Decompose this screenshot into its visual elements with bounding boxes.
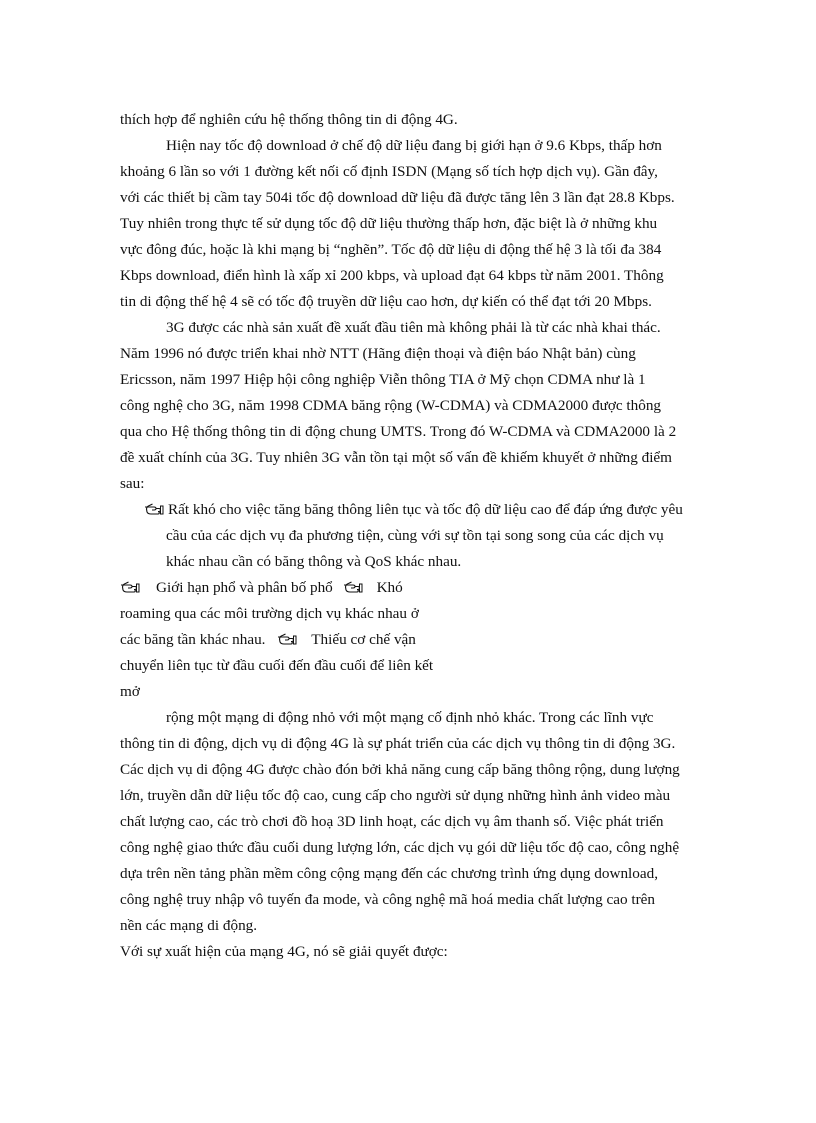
text-line: Với sự xuất hiện của mạng 4G, nó sẽ giải quyết được: <box>120 943 448 960</box>
text-line: chuyển liên tục từ đầu cuối đến đầu cuối để liên kết <box>120 657 434 674</box>
pointing-hand-icon <box>144 502 164 516</box>
text-line: tin di động thế hệ 4 sẽ có tốc độ truyền dữ liệu cao hơn, dự kiến có thể đạt tới 20 Mbps. <box>120 293 652 310</box>
text-line: roaming qua các môi trường dịch vụ khác nhau ở <box>120 605 419 622</box>
bullet-text: Thiếu cơ chế vận <box>311 631 416 648</box>
text-line: Năm 1996 nó được triển khai nhờ NTT (Hãng điện thoại và điện báo Nhật bản) cùng <box>120 345 636 362</box>
pointing-hand-icon <box>120 580 140 594</box>
text-line: khác nhau cần có băng thông và QoS khác nhau. <box>166 553 462 570</box>
text-line: Kbps download, điển hình là xấp xỉ 200 kbps, và upload đạt 64 kbps từ năm 2001. Thông <box>120 267 664 284</box>
text-line: Tuy nhiên trong thực tế sử dụng tốc độ dữ liệu thường thấp hơn, đặc biệt là ở những khu <box>120 215 658 232</box>
text-line: vực đông đúc, hoặc là khi mạng bị “nghẽn”. Tốc độ dữ liệu di động thế hệ 3 là tối đa 384 <box>120 241 662 258</box>
text-line: Ericsson, năm 1997 Hiệp hội công nghiệp Viễn thông TIA ở Mỹ chọn CDMA như là 1 <box>120 371 646 388</box>
text-line: qua cho Hệ thống thông tin di động chung UMTS. Trong đó W-CDMA và CDMA2000 là 2 <box>120 423 677 440</box>
bullet-item <box>144 500 683 520</box>
bullet-item <box>120 578 403 598</box>
text-line: mở <box>120 683 140 700</box>
text-line: công nghệ cho 3G, năm 1998 CDMA băng rộng (W-CDMA) và CDMA2000 được thông <box>120 397 662 414</box>
pointing-hand-icon <box>343 580 363 594</box>
text-line: 3G được các nhà sản xuất đề xuất đầu tiên mà không phải là từ các nhà khai thác. <box>166 319 661 336</box>
text-line: rộng một mạng di động nhỏ với một mạng cố định nhỏ khác. Trong các lĩnh vực <box>166 709 654 726</box>
text-line: dựa trên nền tảng phần mềm công cộng mạng đến các chương trình ứng dụng download, <box>120 865 658 882</box>
text-line: thông tin di động, dịch vụ di động 4G là sự phát triển của các dịch vụ thông tin di động 3G. <box>120 735 676 752</box>
text-line: với các thiết bị cầm tay 504i tốc độ download dữ liệu đã được tăng lên 3 lần đạt 28.8 Kbps. <box>120 189 675 206</box>
text-line: công nghệ truy nhập vô tuyến đa mode, và công nghệ mã hoá media chất lượng cao trên <box>120 891 656 908</box>
text-line: khoảng 6 lần so với 1 đường kết nối cố định ISDN (Mạng số tích hợp dịch vụ). Gần đây, <box>120 163 658 180</box>
text-line: nền các mạng di động. <box>120 917 258 934</box>
bullet-text: các băng tần khác nhau. <box>120 631 266 648</box>
text-line: lớn, truyền dẫn dữ liệu tốc độ cao, cung cấp cho người sử dụng những hình ảnh video màu <box>120 787 671 804</box>
text-line: cầu của các dịch vụ đa phương tiện, cùng với sự tồn tại song song của các dịch vụ <box>166 527 664 544</box>
text-line: chất lượng cao, các trò chơi đồ hoạ 3D linh hoạt, các dịch vụ âm thanh số. Việc phát triển <box>120 813 664 830</box>
bullet-text: Giới hạn phổ và phân bố phổ <box>156 579 333 596</box>
text-line: sau: <box>120 475 145 492</box>
text-line: thích hợp để nghiên cứu hệ thống thông tin di động 4G. <box>120 111 458 128</box>
text-line: Các dịch vụ di động 4G được chào đón bởi khả năng cung cấp băng thông rộng, dung lượng <box>120 761 680 778</box>
bullet-item <box>120 630 416 650</box>
bullet-text: Rất khó cho việc tăng băng thông liên tục và tốc độ dữ liệu cao để đáp ứng được yêu <box>168 501 683 518</box>
bullet-text: Khó <box>376 579 403 596</box>
text-line: công nghệ giao thức đầu cuối dung lượng lớn, các dịch vụ gói dữ liệu tốc độ cao, công nghệ <box>120 839 680 856</box>
text-line: đề xuất chính của 3G. Tuy nhiên 3G vẫn tồn tại một số vấn đề khiếm khuyết ở những điểm <box>120 449 672 466</box>
text-line: Hiện nay tốc độ download ở chế độ dữ liệu đang bị giới hạn ở 9.6 Kbps, thấp hơn <box>166 137 662 154</box>
pointing-hand-icon <box>277 632 297 646</box>
